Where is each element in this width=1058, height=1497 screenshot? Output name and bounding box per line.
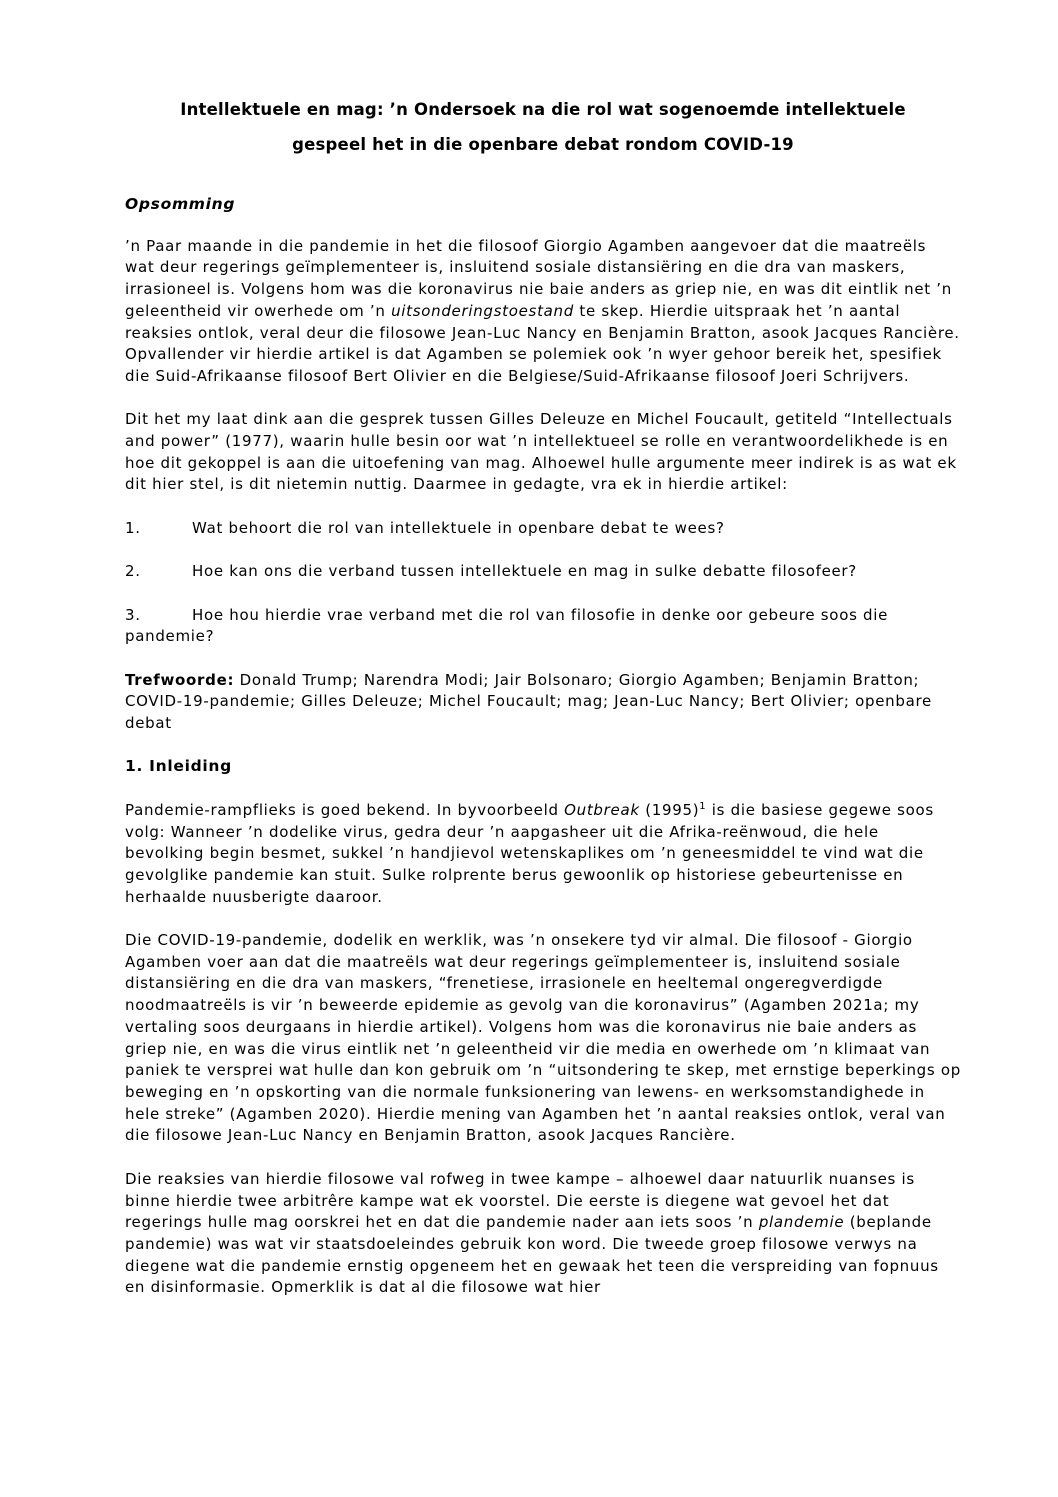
article-title-line2: gespeel het in die openbare debat rondom COVID-19 [292,135,794,154]
abstract-p1-text-start: ’n Paar maande in die pandemie in het die filosoof Giorgio Agamben aangevoer dat die maatreëls wat deur regerings geïmplementeer is, insluitend sosiale distansiëring en die dra van maskers, irrasioneel is. Volgens hom was die koronavirus nie baie anders as griep nie, en was dit eintlik net ’n geleentheid vir owerhede om ’n [125,236,952,320]
abstract-p1-text-end: te skep. Hierdie uitspraak het ’n aantal reaksies ontlok, veral deur die filosowe Jean-Luc Nancy en Benjamin Bratton, asook Jacques Rancière. Opvallender vir hierdie artikel is dat Agamben se polemiek ook ’n wyer gehoor bereik het, spesifiek die Suid-Afrikaanse filosoof Bert Olivier en die Belgiese/Suid-Afrikaanse filosoof Joeri Schrijvers. [125,301,960,385]
intro-p1-text-start: Pandemie-rampflieks is goed bekend. In byvoorbeeld [125,800,565,819]
question-number-1: 1. [125,518,141,537]
question-number-2: 2. [125,562,141,581]
introduction-paragraph-3 [125,1169,961,1299]
italic-movie-title: Outbreak [564,800,640,819]
article-title [125,92,961,162]
abstract-heading: Opsomming [125,195,236,213]
question-text-2: Hoe kan ons die verband tussen intellektuele en mag in sulke debatte filosofeer? [192,562,857,581]
question-number-3: 3. [125,605,141,624]
section-heading-inleiding: 1. Inleiding [125,757,232,776]
keywords-paragraph [125,670,961,735]
research-question-1 [125,518,961,540]
intro-p3-text-end: (beplande pandemie) was wat vir staatsdoeleindes gebruik kon word. Die tweede groep filosowe verwys na diegene wat die pandemie ernstig opgeneem het en gewaak het teen die verspreiding van fopnuus en disinformasie. Opmerklik is dat al die filosowe wat hier [125,1213,939,1297]
italic-term-uitsonderingstoestand: uitsonderingstoestand [391,301,574,320]
article-title-line1: Intellektuele en mag: ’n Ondersoek na die rol wat sogenoemde intellektuele [180,100,906,119]
introduction-paragraph-2: Die COVID-19-pandemie, dodelik en werklik, was ’n onsekere tyd vir almal. Die filosoof - Giorgio Agamben voer aan dat die maatreëls wat deur regerings geïmplementeer is, insluitend sosiale distansiëring en die dra van maskers, “frenetiese, irrasionele en heeltemal ongeregverdigde noodmaatreëls is vir ’n beweerde epidemie as gevolg van die koronavirus” (Agamben 2021a; my vertaling soos deurgaans in hierdie artikel). Volgens hom was die koronavirus nie baie anders as griep nie, en was die virus eintlik net ’n geleentheid vir die media en owerhede om ’n klimaat van paniek te versprei wat hulle dan kon gebruik om ’n “uitsondering te skep, met ernstige beperkings op beweging en ’n opskorting van die normale funksionering van lewens- en werksomstandighede in hele streke” (Agamben 2020). Hierdie mening van Agamben het ’n aantal reaksies ontlok, veral van die filosowe Jean-Luc Nancy en Benjamin Bratton, asook Jacques Rancière. [125,931,961,1145]
abstract-paragraph-1 [125,236,961,388]
introduction-paragraph-1 [125,800,961,909]
footnote-reference-1: 1 [699,800,707,812]
intro-p3-text-start: Die reaksies van hierdie filosowe val rofweg in twee kampe – alhoewel daar natuurlik nuanses is binne hierdie twee arbitrêre kampe wat ek voorstel. Die eerste is diegene wat gevoel het dat regerings hulle mag oorskrei het en dat die pandemie nader aan iets soos ’n [125,1169,915,1232]
intro-p1-text-end: is die basiese gegewe soos volg: Wanneer ’n dodelike virus, gedra deur ’n aapgasheer uit die Afrika-reënwoud, die hele bevolking begin besmet, sukkel ’n handjievol wetenskaplikes om ’n geneesmiddel te vind wat die gevolglike pandemie kan stuit. Sulke rolprente berus gewoonlik op historiese gebeurtenisse en herhaalde nuusberigte daaroor. [125,800,934,906]
research-question-3 [125,605,961,648]
intro-p1-year: (1995) [639,800,700,819]
abstract-paragraph-2: Dit het my laat dink aan die gesprek tussen Gilles Deleuze en Michel Foucault, getiteld “Intellectuals and power” (1977), waarin hulle besin oor wat ’n intellektueel se rolle en verantwoordelikhede is en hoe dit gekoppel is aan die uitoefening van mag. Alhoewel hulle argumente meer indirek is as wat ek dit hier stel, is dit nietemin nuttig. Daarmee in gedagte, vra ek in hierdie artikel: [125,410,957,494]
question-text-3: Hoe hou hierdie vrae verband met die rol van filosofie in denke oor gebeure soos die pandemie? [125,605,889,646]
question-text-1: Wat behoort die rol van intellektuele in openbare debat te wees? [192,518,725,537]
keywords-list: Donald Trump; Narendra Modi; Jair Bolsonaro; Giorgio Agamben; Benjamin Bratton; COVID-19-pandemie; Gilles Deleuze; Michel Foucault; mag; Jean-Luc Nancy; Bert Olivier; openbare debat [125,670,932,733]
italic-term-plandemie: plandemie [758,1213,845,1232]
keywords-label: Trefwoorde: [125,670,235,689]
research-question-2 [125,561,961,583]
